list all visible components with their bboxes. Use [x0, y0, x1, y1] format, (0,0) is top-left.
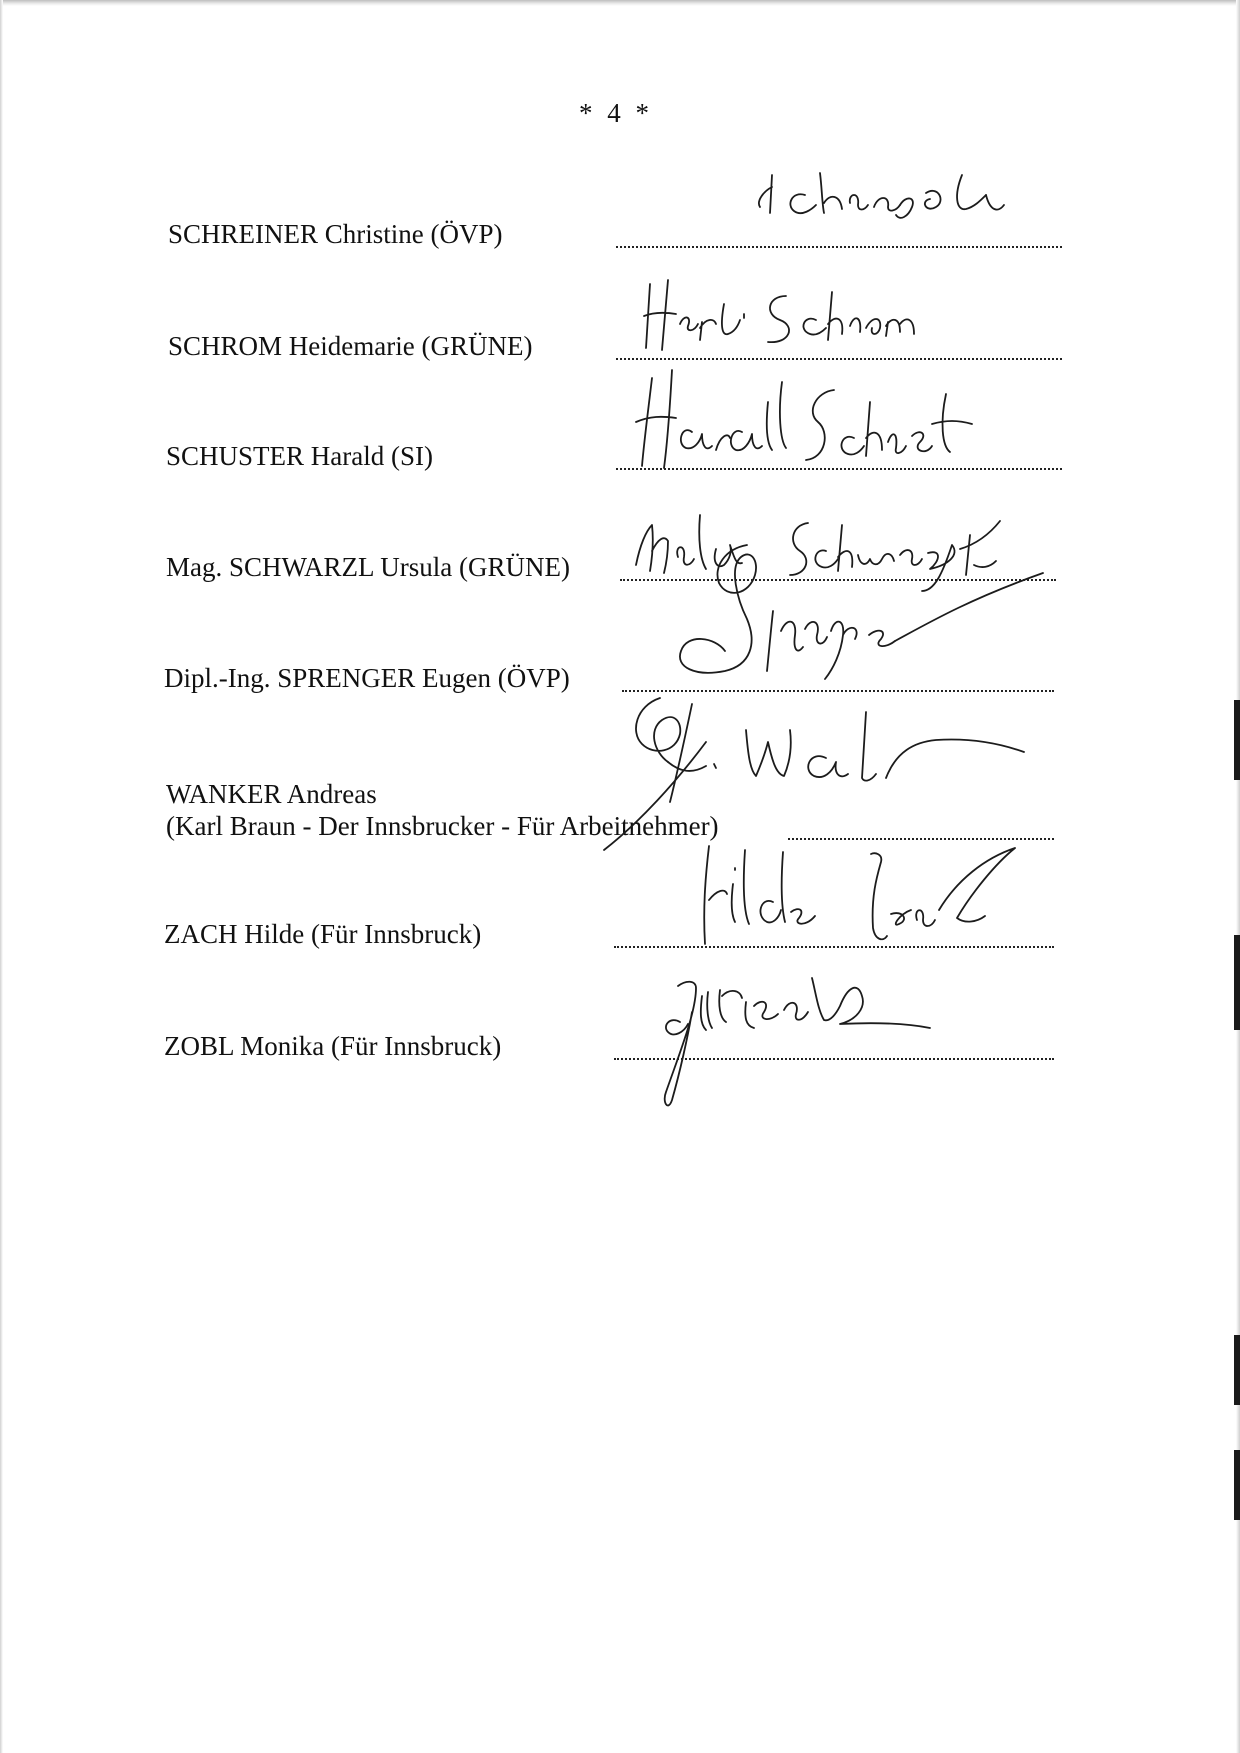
member-name: SCHROM Heidemarie (GRÜNE) — [168, 331, 533, 361]
member-name: WANKER Andreas — [166, 779, 377, 809]
member-name: ZACH Hilde (Für Innsbruck) — [164, 919, 482, 949]
member-affiliation: (Karl Braun - Der Innsbrucker - Für Arbeitnehmer) — [166, 811, 719, 841]
scan-mark — [1234, 1335, 1240, 1405]
signature-row — [0, 752, 1240, 842]
signature-row — [0, 982, 1240, 1062]
member-name: Mag. SCHWARZL Ursula (GRÜNE) — [166, 552, 570, 582]
member-name: SCHUSTER Harald (SI) — [166, 441, 433, 471]
scan-edge-top — [0, 0, 1240, 6]
handwritten-signature — [750, 165, 1050, 235]
member-name: ZOBL Monika (Für Innsbruck) — [164, 1031, 502, 1061]
page-number: * 4 * — [579, 98, 653, 128]
member-name: SCHREINER Christine (ÖVP) — [168, 219, 503, 249]
signature-line — [616, 358, 1062, 360]
signature-row — [0, 170, 1240, 250]
signature-row — [0, 282, 1240, 362]
member-name: Dipl.-Ing. SPRENGER Eugen (ÖVP) — [164, 663, 570, 693]
handwritten-signature — [695, 840, 1035, 950]
handwritten-signature — [630, 362, 1010, 472]
handwritten-signature — [655, 539, 1055, 689]
signature-row — [0, 870, 1240, 950]
signature-row — [0, 392, 1240, 472]
handwritten-signature — [650, 962, 940, 1112]
scan-mark — [1234, 1450, 1240, 1520]
handwritten-signature — [596, 682, 1036, 852]
signature-line — [616, 246, 1062, 248]
handwritten-signature — [640, 274, 940, 354]
